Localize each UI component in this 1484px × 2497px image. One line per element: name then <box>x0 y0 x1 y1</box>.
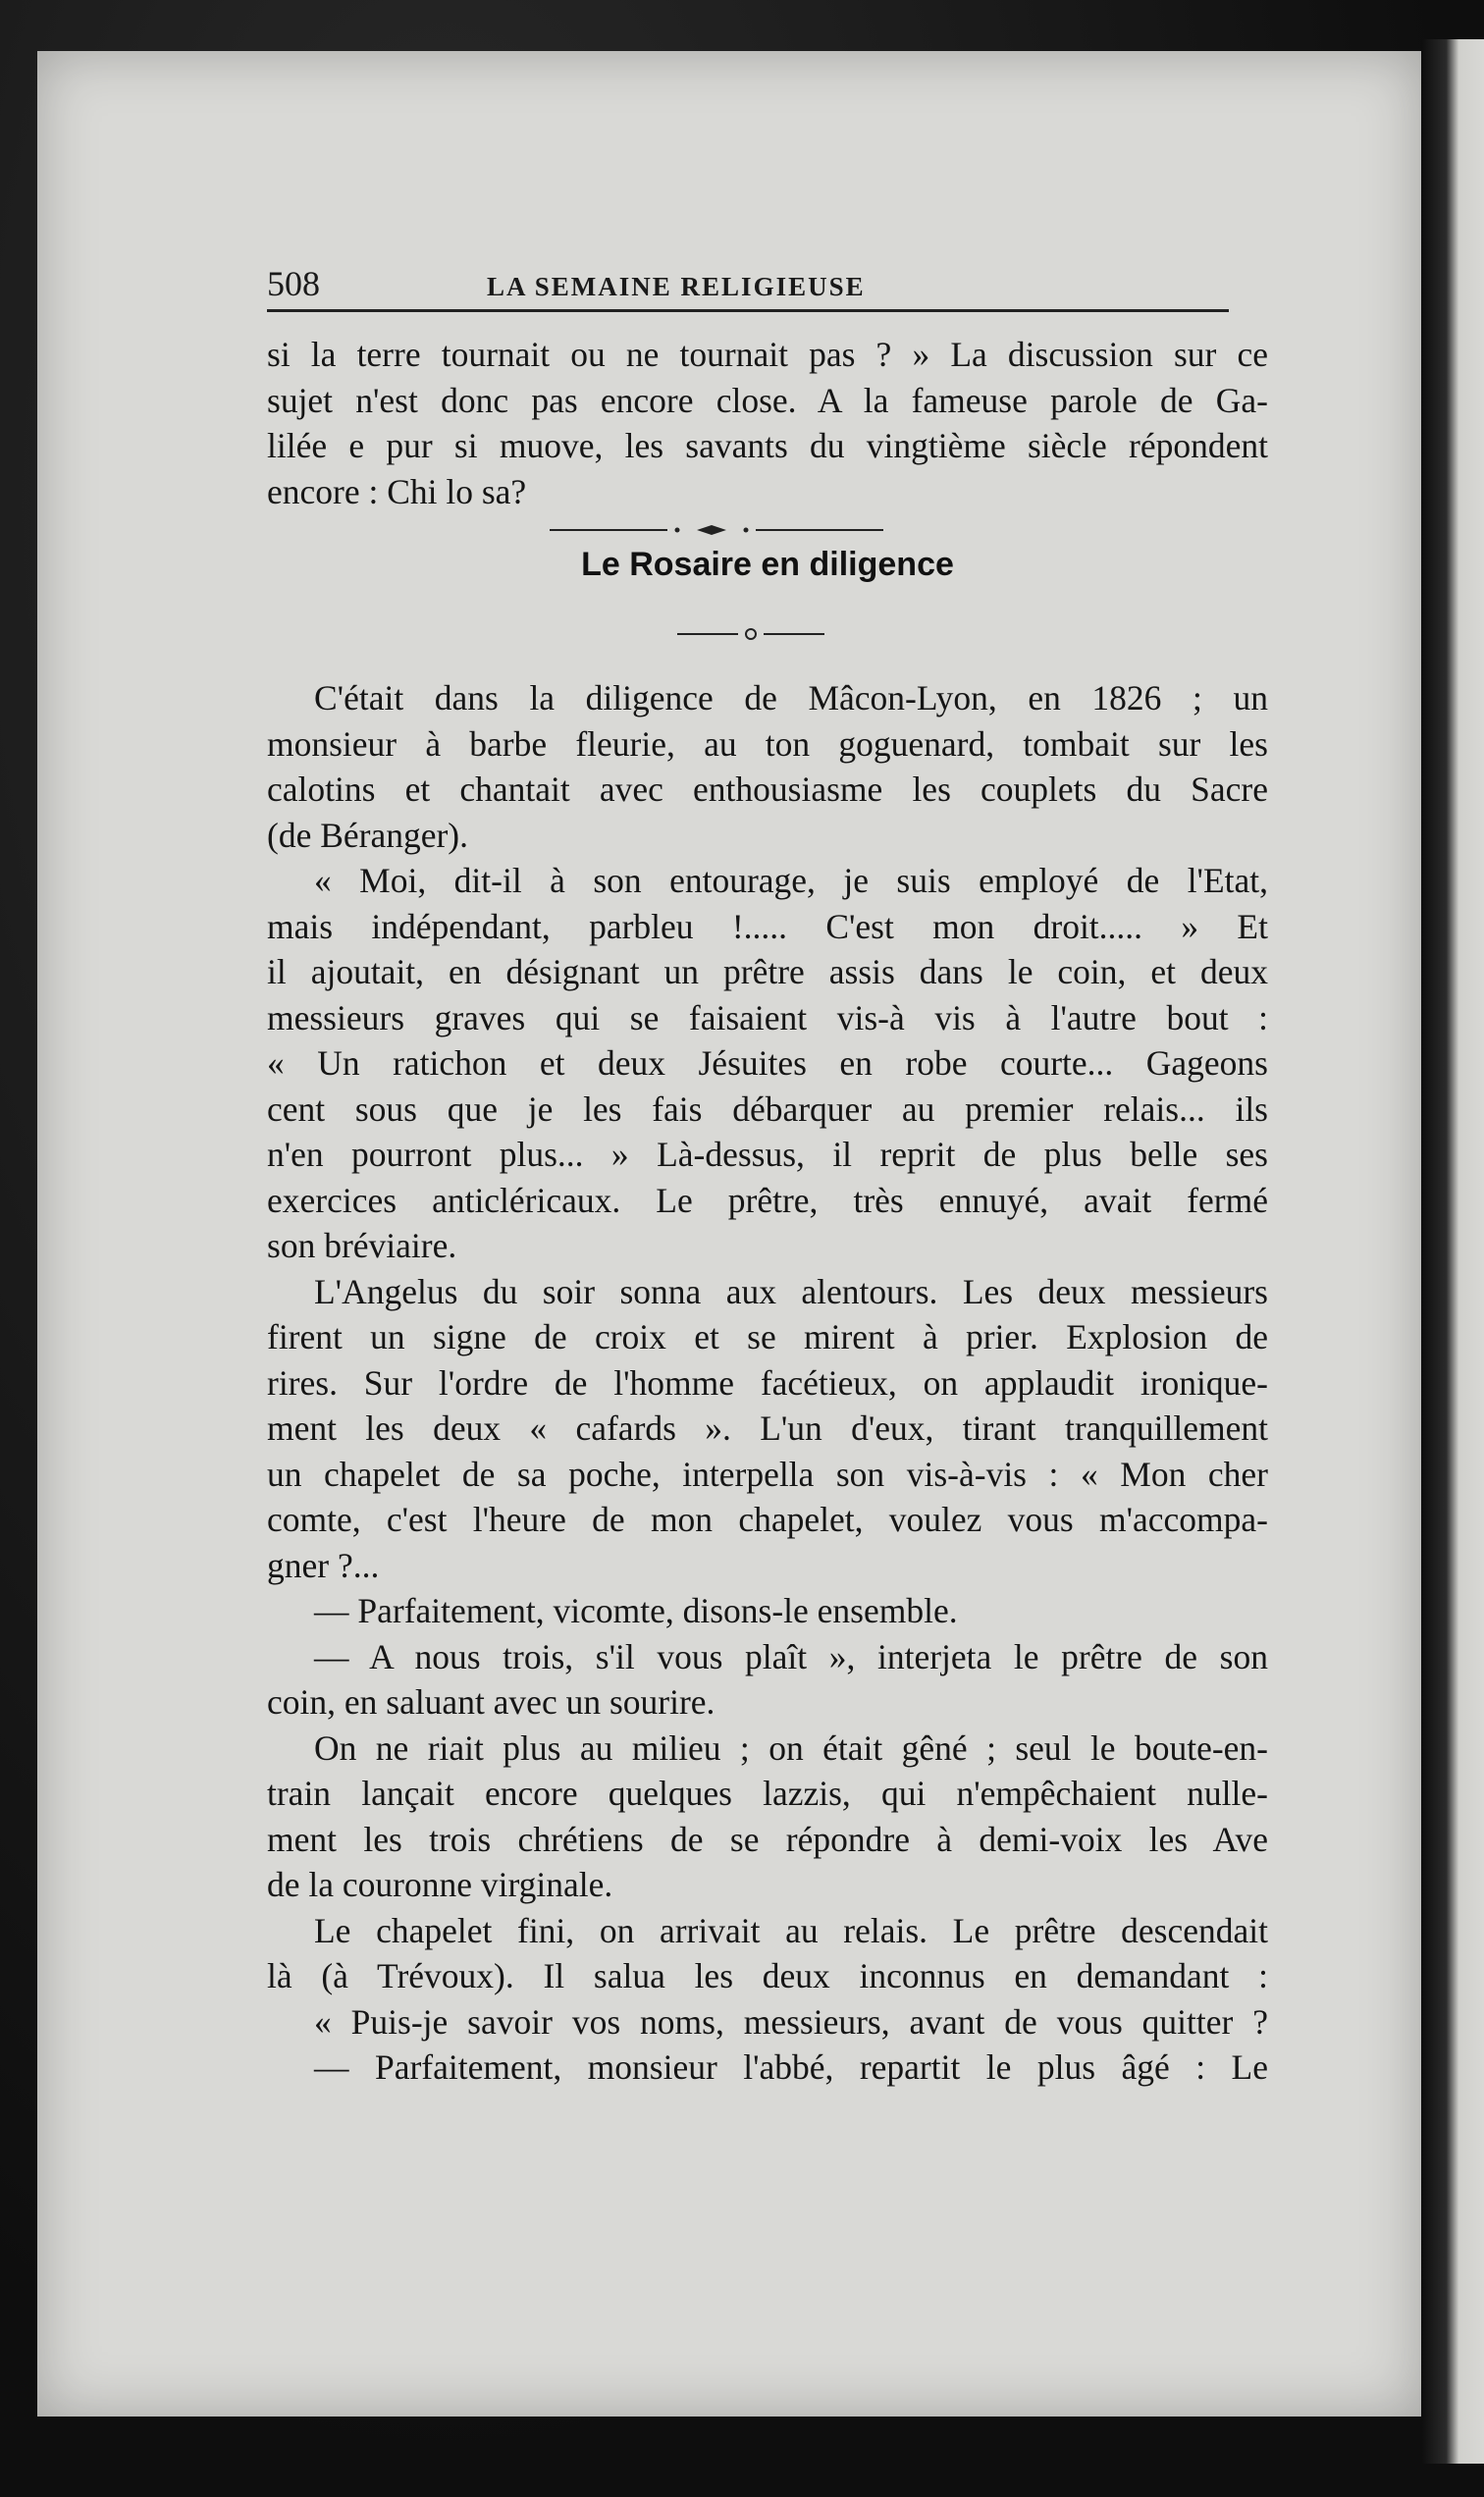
article-body <box>267 675 1268 2091</box>
text-line: son bréviaire. <box>267 1226 457 1265</box>
text-line: ment les deux « cafards ». L'un d'eux, tirant tranquillement <box>267 1408 1268 1448</box>
small-separator <box>677 624 824 644</box>
text-line: train lançait encore quelques lazzis, qui n'empêchaient nulle- <box>267 1774 1268 1813</box>
text-line: « Un ratichon et deux Jésuites en robe courte... Gageons <box>267 1043 1268 1083</box>
text-line: de la couronne virginale. <box>267 1865 613 1904</box>
text-line: calotins et chantait avec enthousiasme les couplets du Sacre <box>267 770 1268 809</box>
page-number: 508 <box>267 264 320 303</box>
text-line: mais indépendant, parbleu !..... C'est mon droit..... » Et <box>267 906 1268 946</box>
text-line: si la terre tournait ou ne tournait pas ? » La discussion sur ce <box>267 335 1268 374</box>
text-line: On ne riait plus au milieu ; on était gêné ; seul le boute-en- <box>314 1727 1268 1768</box>
text-line: — A nous trois, s'il vous plaît », interjeta le prêtre de son <box>314 1636 1268 1676</box>
section-title: Le Rosaire en diligence <box>581 546 954 583</box>
ornament-divider <box>550 520 883 540</box>
page-header <box>267 263 1229 314</box>
text-line: « Moi, dit-il à son entourage, je suis employé de l'Etat, <box>314 861 1268 900</box>
text-line: n'en pourront plus... » Là-dessus, il reprit de plus belle ses <box>267 1135 1268 1174</box>
text-line: un chapelet de sa poche, interpella son vis-à-vis : « Mon cher <box>267 1454 1268 1494</box>
facing-page-edge <box>1421 39 1484 2464</box>
text-line: il ajoutait, en désignant un prêtre assis dans le coin, et deux <box>267 952 1268 991</box>
text-line: C'était dans la diligence de Mâcon-Lyon, en 1826 ; un <box>314 678 1268 717</box>
text-line: — Parfaitement, monsieur l'abbé, repartit le plus âgé : Le <box>314 2047 1268 2087</box>
text-line: gner ?... <box>267 1545 380 1585</box>
text-line: sujet n'est donc pas encore close. A la fameuse parole de Ga- <box>267 380 1268 420</box>
text-line: encore : Chi lo sa? <box>267 471 527 511</box>
text-line: firent un signe de croix et se mirent à prier. Explosion de <box>267 1317 1268 1356</box>
text-line: monsieur à barbe fleurie, au ton goguenard, tombait sur les <box>267 723 1268 764</box>
text-line: (de Béranger). <box>267 815 468 855</box>
header-rule <box>267 309 1229 312</box>
text-line: là (à Trévoux). Il salua les deux inconnus en demandant : <box>267 1956 1268 1995</box>
text-line: cent sous que je les fais débarquer au premier relais... ils <box>267 1089 1268 1129</box>
text-line: — Parfaitement, vicomte, disons-le ensemble. <box>314 1591 958 1630</box>
text-line: comte, c'est l'heure de mon chapelet, voulez vous m'accompa- <box>267 1500 1268 1539</box>
running-title: LA SEMAINE RELIGIEUSE <box>487 272 866 301</box>
text-line: Le chapelet fini, on arrivait au relais. Le prêtre descendait <box>314 1910 1268 1950</box>
text-line: rires. Sur l'ordre de l'homme facétieux, on applaudit ironique- <box>267 1362 1268 1403</box>
text-line: lilée e pur si muove, les savants du vingtième siècle répondent <box>267 426 1268 465</box>
text-line: exercices anticléricaux. Le prêtre, très ennuyé, avait fermé <box>267 1180 1268 1220</box>
intro-paragraph <box>267 332 1268 514</box>
text-line: « Puis-je savoir vos noms, messieurs, avant de vous quitter ? <box>314 2001 1268 2042</box>
text-line: ment les trois chrétiens de se répondre à demi-voix les Ave <box>267 1819 1268 1859</box>
text-line: coin, en saluant avec un sourire. <box>267 1682 716 1722</box>
text-line: messieurs graves qui se faisaient vis-à vis à l'autre bout : <box>267 997 1268 1037</box>
text-line: L'Angelus du soir sonna aux alentours. Les deux messieurs <box>314 1271 1268 1311</box>
